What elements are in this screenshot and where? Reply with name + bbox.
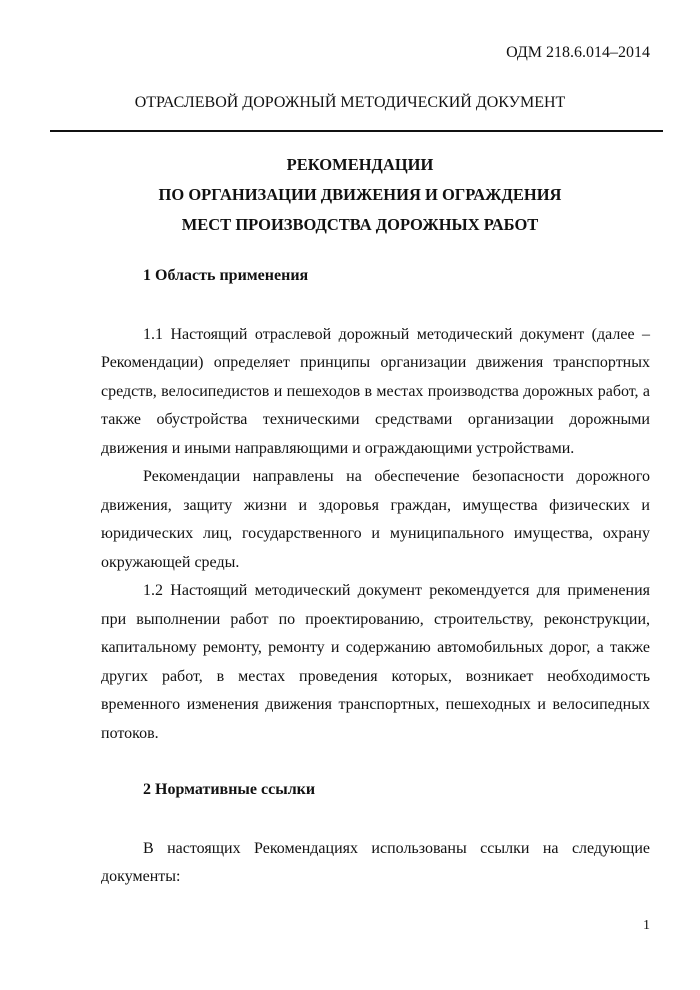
paragraph-1-1: 1.1 Настоящий отраслевой дорожный методический документ (далее – Рекомендации) определяет принципы организации движения транспортных средств, велосипедистов и пешеходов в местах производства дорожных работ, а также обустройства техническими средствами организации дорожными движения и иными направляющими и ограждающими устройствами. bbox=[101, 325, 650, 457]
paragraph-2-intro: В настоящих Рекомендациях использованы ссылки на следующие документы: bbox=[101, 839, 650, 885]
title-line-2: ПО ОРГАНИЗАЦИИ ДВИЖЕНИЯ И ОГРАЖДЕНИЯ bbox=[158, 185, 562, 204]
document-title bbox=[60, 150, 660, 240]
section-heading-normative-references: 2 Нормативные ссылки bbox=[143, 781, 316, 798]
document-type-heading: ОТРАСЛЕВОЙ ДОРОЖНЫЙ МЕТОДИЧЕСКИЙ ДОКУМЕНТ bbox=[134, 94, 566, 111]
header-divider bbox=[50, 130, 663, 132]
title-line-1: РЕКОМЕНДАЦИИ bbox=[286, 155, 434, 174]
paragraph-1-2: 1.2 Настоящий методический документ рекомендуется для применения при выполнении работ по проектированию, строительству, реконструкции, капитальному ремонту, ремонту и содержанию автомобильных дорог, а также других работ, в местах проведения которых, возникает необходимость временного изменения движения транспортных, пешеходных и велосипедных потоков. bbox=[101, 582, 650, 742]
section-heading-scope: 1 Область применения bbox=[143, 267, 309, 284]
document-body bbox=[101, 262, 650, 892]
page-number: 1 bbox=[643, 918, 650, 933]
document-code: ОДМ 218.6.014–2014 bbox=[506, 44, 650, 61]
title-line-3: МЕСТ ПРОИЗВОДСТВА ДОРОЖНЫХ РАБОТ bbox=[181, 215, 539, 234]
paragraph-1-1-purpose: Рекомендации направлены на обеспечение безопасности дорожного движения, защиту жизни и здоровья граждан, имущества физических и юридических лиц, государственного и муниципального имущества, охрану окружающей среды. bbox=[101, 468, 650, 571]
